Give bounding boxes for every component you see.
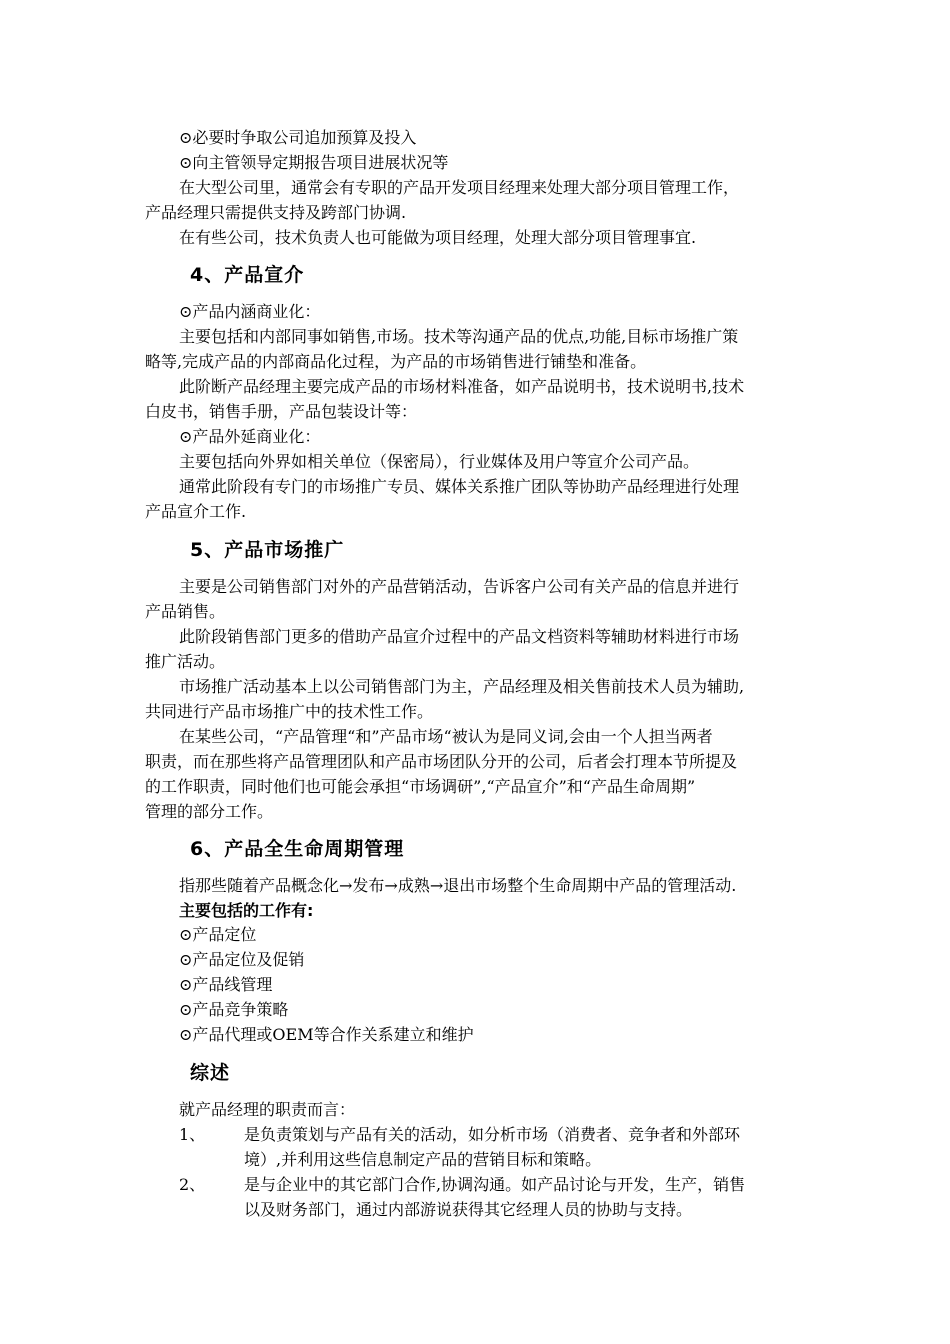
subheading: 主要包括的工作有:: [179, 901, 314, 920]
list-item-text: 是与企业中的其它部门合作,协调沟通。如产品讨论与开发，生产，销售: [244, 1175, 746, 1194]
list-item: ⊙产品定位: [179, 925, 257, 944]
section-heading: 6、产品全生命周期管理: [190, 838, 405, 860]
bullet-line: ⊙产品内涵商业化：: [179, 302, 321, 321]
list-item-text: 以及财务部门，通过内部游说获得其它经理人员的协助与支持。: [244, 1200, 693, 1219]
list-item-text: 境）,并利用这些信息制定产品的营销目标和策略。: [244, 1150, 602, 1169]
bullet-line: ⊙产品外延商业化：: [179, 427, 321, 446]
paragraph-line: 此阶段销售部门更多的借助产品宣介过程中的产品文档资料等辅助材料进行市场: [179, 627, 740, 646]
paragraph-line: 就产品经理的职责而言：: [179, 1100, 356, 1119]
list-item-text: 是负责策划与产品有关的活动，如分析市场（消费者、竞争者和外部环: [244, 1125, 741, 1144]
paragraph-line: 产品销售。: [145, 602, 226, 621]
paragraph-line: 主要包括和内部同事如销售,市场。技术等沟通产品的优点,功能,目标市场推广策: [179, 327, 739, 346]
bullet-line: ⊙向主管领导定期报告项目进展状况等: [179, 153, 449, 172]
list-item: ⊙产品竞争策略: [179, 1000, 289, 1019]
paragraph-line: 共同进行产品市场推广中的技术性工作。: [145, 702, 434, 721]
paragraph-line: 主要包括向外界如相关单位（保密局），行业媒体及用户等宣介公司产品。: [179, 452, 700, 471]
bullet-line: ⊙必要时争取公司追加预算及投入: [179, 128, 417, 147]
section-heading: 综述: [190, 1062, 231, 1084]
paragraph-line: 产品经理只需提供支持及跨部门协调.: [145, 203, 407, 222]
paragraph-line: 在有些公司，技术负责人也可能做为项目经理，处理大部分项目管理事宜.: [179, 228, 697, 247]
paragraph-line: 指那些随着产品概念化→发布→成熟→退出市场整个生命周期中产品的管理活动.: [179, 876, 737, 895]
paragraph-line: 产品宣介工作.: [145, 502, 247, 521]
list-number: 2、: [179, 1175, 206, 1194]
paragraph-line: 在大型公司里，通常会有专职的产品开发项目经理来处理大部分项目管理工作，: [179, 178, 740, 197]
paragraph-line: 白皮书，销售手册，产品包装设计等：: [145, 402, 418, 421]
paragraph-line: 此阶断产品经理主要完成产品的市场材料准备，如产品说明书，技术说明书,技术: [179, 377, 745, 396]
paragraph-line: 主要是公司销售部门对外的产品营销活动，告诉客户公司有关产品的信息并进行: [179, 577, 740, 596]
section-heading: 5、产品市场推广: [190, 539, 345, 561]
list-number: 1、: [179, 1125, 206, 1144]
paragraph-line: 职责，而在那些将产品管理团队和产品市场团队分开的公司，后者会打理本节所提及: [145, 752, 738, 771]
paragraph-line: 通常此阶段有专门的市场推广专员、媒体关系推广团队等协助产品经理进行处理: [179, 477, 740, 496]
list-item: ⊙产品定位及促销: [179, 950, 305, 969]
paragraph-line: 在某些公司，“产品管理“和”产品市场“被认为是同义词,会由一个人担当两者: [179, 727, 713, 746]
list-item: ⊙产品线管理: [179, 975, 273, 994]
paragraph-line: 管理的部分工作。: [145, 802, 274, 821]
paragraph-line: 市场推广活动基本上以公司销售部门为主，产品经理及相关售前技术人员为辅助,: [179, 677, 745, 696]
paragraph-line: 略等,完成产品的内部商品化过程，为产品的市场销售进行铺垫和准备。: [145, 352, 647, 371]
section-heading: 4、产品宣介: [190, 264, 305, 286]
paragraph-line: 推广活动。: [145, 652, 226, 671]
list-item: ⊙产品代理或OEM等合作关系建立和维护: [179, 1025, 474, 1044]
paragraph-line: 的工作职责，同时他们也可能会承担“市场调研”,“产品宣介”和“产品生命周期”: [145, 777, 696, 796]
